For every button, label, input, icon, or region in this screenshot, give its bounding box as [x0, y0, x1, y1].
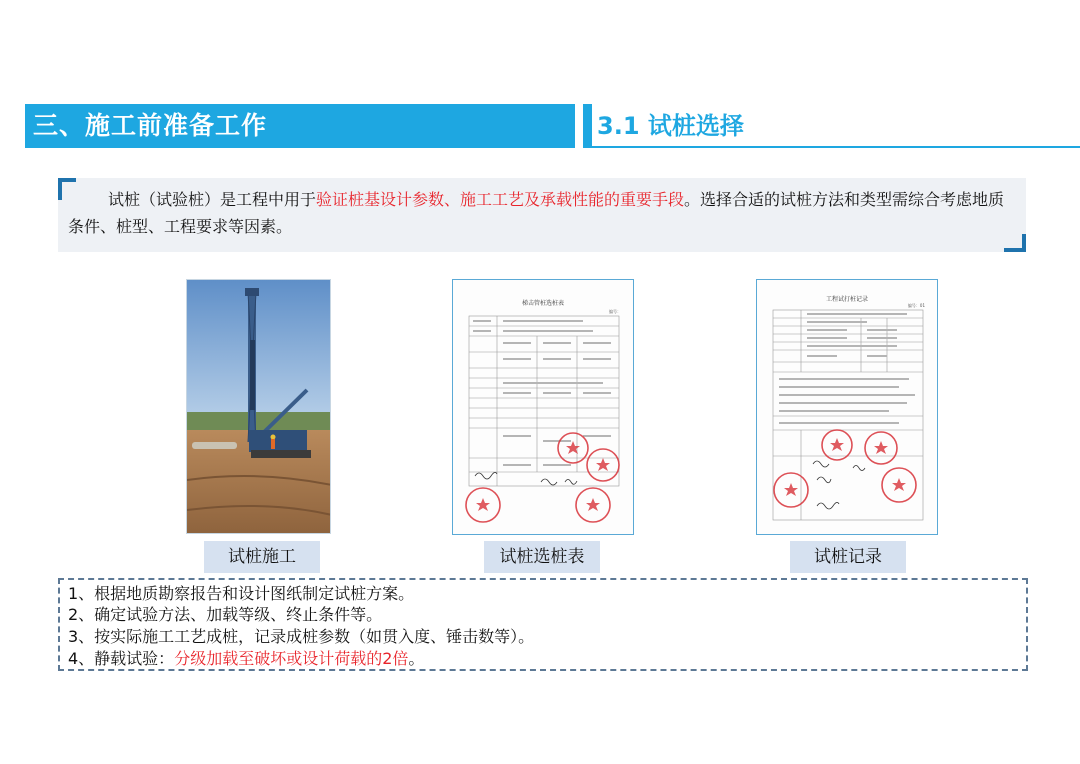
doc1-title: 梯击管桩选桩表: [521, 300, 564, 307]
intro-box: [58, 178, 1026, 252]
step-item: 3、按实际施工工艺成桩，记录成桩参数（如贯入度、锤击数等）。: [68, 627, 535, 646]
intro-paragraph: [68, 186, 1018, 240]
step-4-suffix: 。: [408, 649, 425, 668]
intro-text-part1: 试桩（试验桩）是工程中用于: [108, 190, 317, 209]
step-item: [68, 649, 424, 669]
step-4-highlight: 分级加载至破坏或设计荷载的2倍: [174, 649, 409, 668]
sub-title: 3.1 试桩选择: [597, 112, 744, 140]
test-pile-record-scan: [756, 279, 938, 535]
caption-test-pile-record: 试桩记录: [790, 541, 906, 573]
pile-rig-illustration: [187, 280, 331, 534]
doc1-table-graphic: [453, 280, 633, 534]
doc2-table-graphic: [757, 280, 937, 534]
pile-selection-table-scan: [452, 279, 634, 535]
section-banner: [25, 104, 575, 148]
intro-text-part2: 。选择合适的试桩方法和类型需综合考虑地质条件、桩型、工程要求等因素。: [68, 190, 1005, 236]
step-item: 1、根据地质勘察报告和设计图纸制定试桩方案。: [68, 584, 415, 603]
caption-pile-selection-table: 试桩选桩表: [484, 541, 600, 573]
header-divider-bar: [583, 104, 592, 148]
section-title: 三、施工前准备工作: [33, 111, 268, 140]
step-4-text: 4、静载试验：: [68, 649, 175, 668]
intro-highlight: 验证桩基设计参数、施工工艺及承载性能的重要手段: [316, 190, 685, 209]
steps-box: [58, 578, 1028, 671]
caption-pile-construction: 试桩施工: [204, 541, 320, 573]
doc1-page: 编号：: [609, 309, 621, 314]
pile-construction-photo: [186, 279, 331, 534]
sub-title-underline: [592, 146, 1080, 148]
doc2-title: 工程试打桩记录: [825, 296, 868, 303]
doc2-page: 编号：01: [907, 303, 925, 308]
step-item: 2、确定试验方法、加载等级、终止条件等。: [68, 605, 383, 624]
